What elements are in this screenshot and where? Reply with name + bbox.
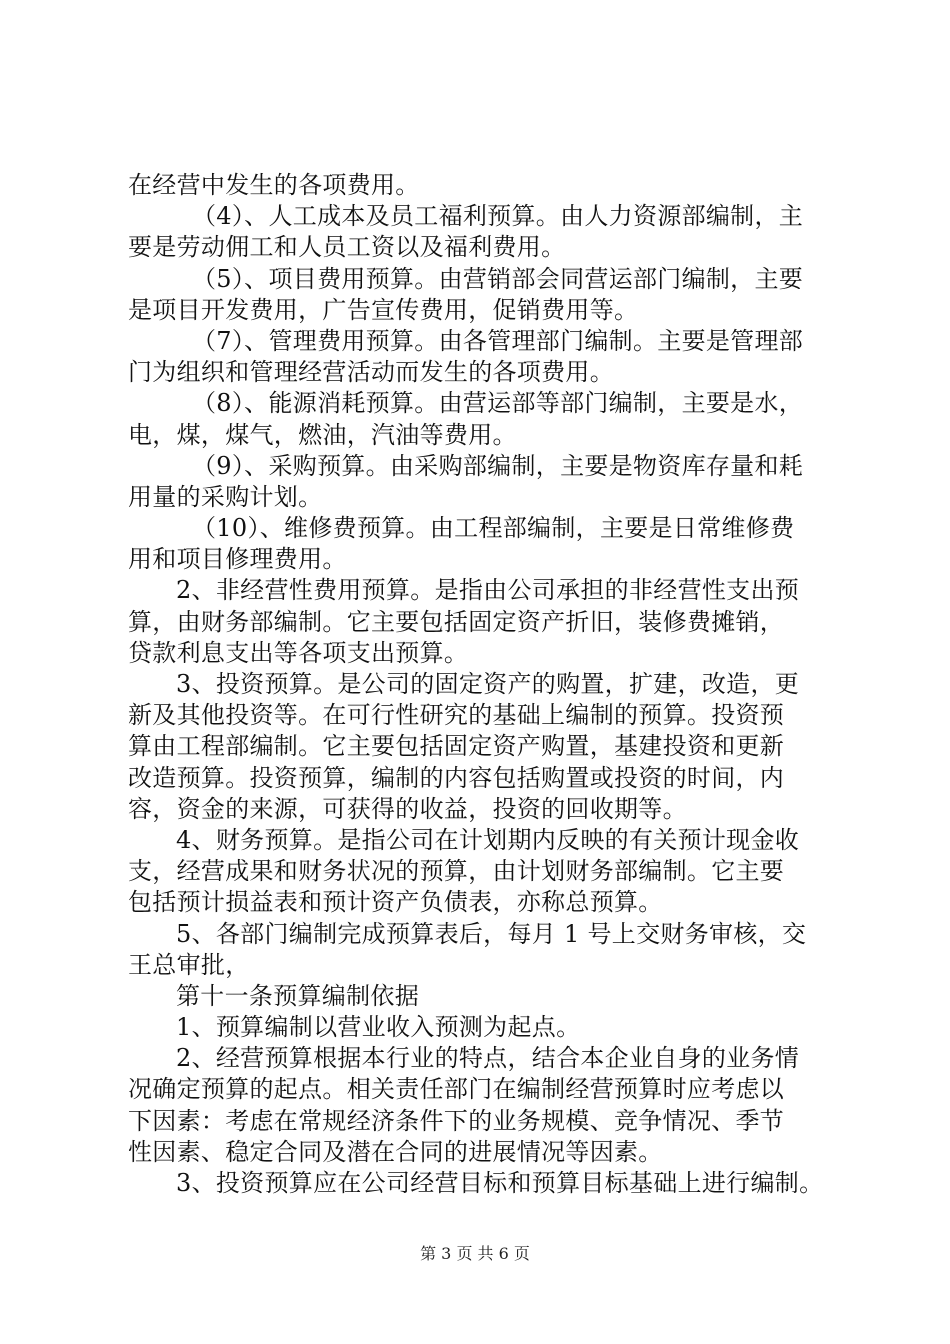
text-line: 改造预算。投资预算，编制的内容包括购置或投资的时间，内 [128, 763, 785, 792]
text-line: 算，由财务部编制。它主要包括固定资产折旧，装修费摊销， [128, 607, 785, 636]
text-line: （7）、管理费用预算。由各管理部门编制。主要是管理部 [192, 326, 804, 355]
text-line: 用和项目修理费用。 [128, 545, 347, 574]
text-line: 3、投资预算。是公司的固定资产的购置，扩建，改造，更 [176, 670, 800, 698]
text-line: （10）、维修费预算。由工程部编制，主要是日常维修费 [192, 514, 795, 543]
text-line: 1、预算编制以营业收入预测为起点。 [176, 1013, 581, 1042]
text-line: 新及其他投资等。在可行性研究的基础上编制的预算。投资预 [128, 701, 785, 730]
text-line: 算由工程部编制。它主要包括固定资产购置，基建投资和更新 [128, 732, 785, 761]
text-line: 3、投资预算应在公司经营目标和预算目标基础上进行编制。 [176, 1169, 824, 1197]
text-line: 支，经营成果和财务状况的预算，由计划财务部编制。它主要 [128, 857, 785, 886]
text-line: 是项目开发费用，广告宣传费用，促销费用等。 [128, 295, 639, 324]
text-line: 第十一条预算编制依据 [176, 981, 419, 1010]
text-line: 况确定预算的起点。相关责任部门在编制经营预算时应考虑以 [128, 1075, 785, 1104]
text-line: 王总审批， [128, 950, 250, 979]
text-line: 下因素：考虑在常规经济条件下的业务规模、竞争情况、季节 [128, 1106, 785, 1135]
page-footer: 第 3 页 共 6 页 [420, 1244, 530, 1263]
text-line: 包括预计损益表和预计资产负债表，亦称总预算。 [128, 888, 663, 917]
text-line: 2、非经营性费用预算。是指由公司承担的非经营性支出预 [176, 576, 800, 605]
text-line: 在经营中发生的各项费用。 [128, 171, 420, 199]
text-line: 电，煤，煤气，燃油，汽油等费用。 [128, 420, 517, 449]
text-line: （5）、项目费用预算。由营销部会同营运部门编制，主要 [192, 264, 804, 293]
text-line: 容，资金的来源，可获得的收益，投资的回收期等。 [128, 794, 687, 823]
text-line: 用量的采购计划。 [128, 482, 323, 511]
text-line: （4）、人工成本及员工福利预算。由人力资源部编制，主 [192, 202, 804, 231]
text-line: 4、财务预算。是指公司在计划期内反映的有关预计现金收 [176, 825, 800, 854]
text-line: 性因素、稳定合同及潜在合同的进展情况等因素。 [128, 1137, 663, 1166]
text-line: 门为组织和管理经营活动而发生的各项费用。 [128, 358, 614, 387]
text-line: （8）、能源消耗预算。由营运部等部门编制，主要是水， [192, 389, 804, 418]
text-line: 要是劳动佣工和人员工资以及福利费用。 [128, 233, 566, 262]
text-line: 2、经营预算根据本行业的特点，结合本企业自身的业务情 [176, 1044, 800, 1073]
document-body [128, 170, 848, 1199]
text-line: 5、各部门编制完成预算表后，每月 1 号上交财务审核，交 [176, 919, 807, 948]
text-line: （9）、采购预算。由采购部编制，主要是物资库存量和耗 [192, 451, 804, 480]
text-line: 贷款利息支出等各项支出预算。 [128, 638, 469, 667]
